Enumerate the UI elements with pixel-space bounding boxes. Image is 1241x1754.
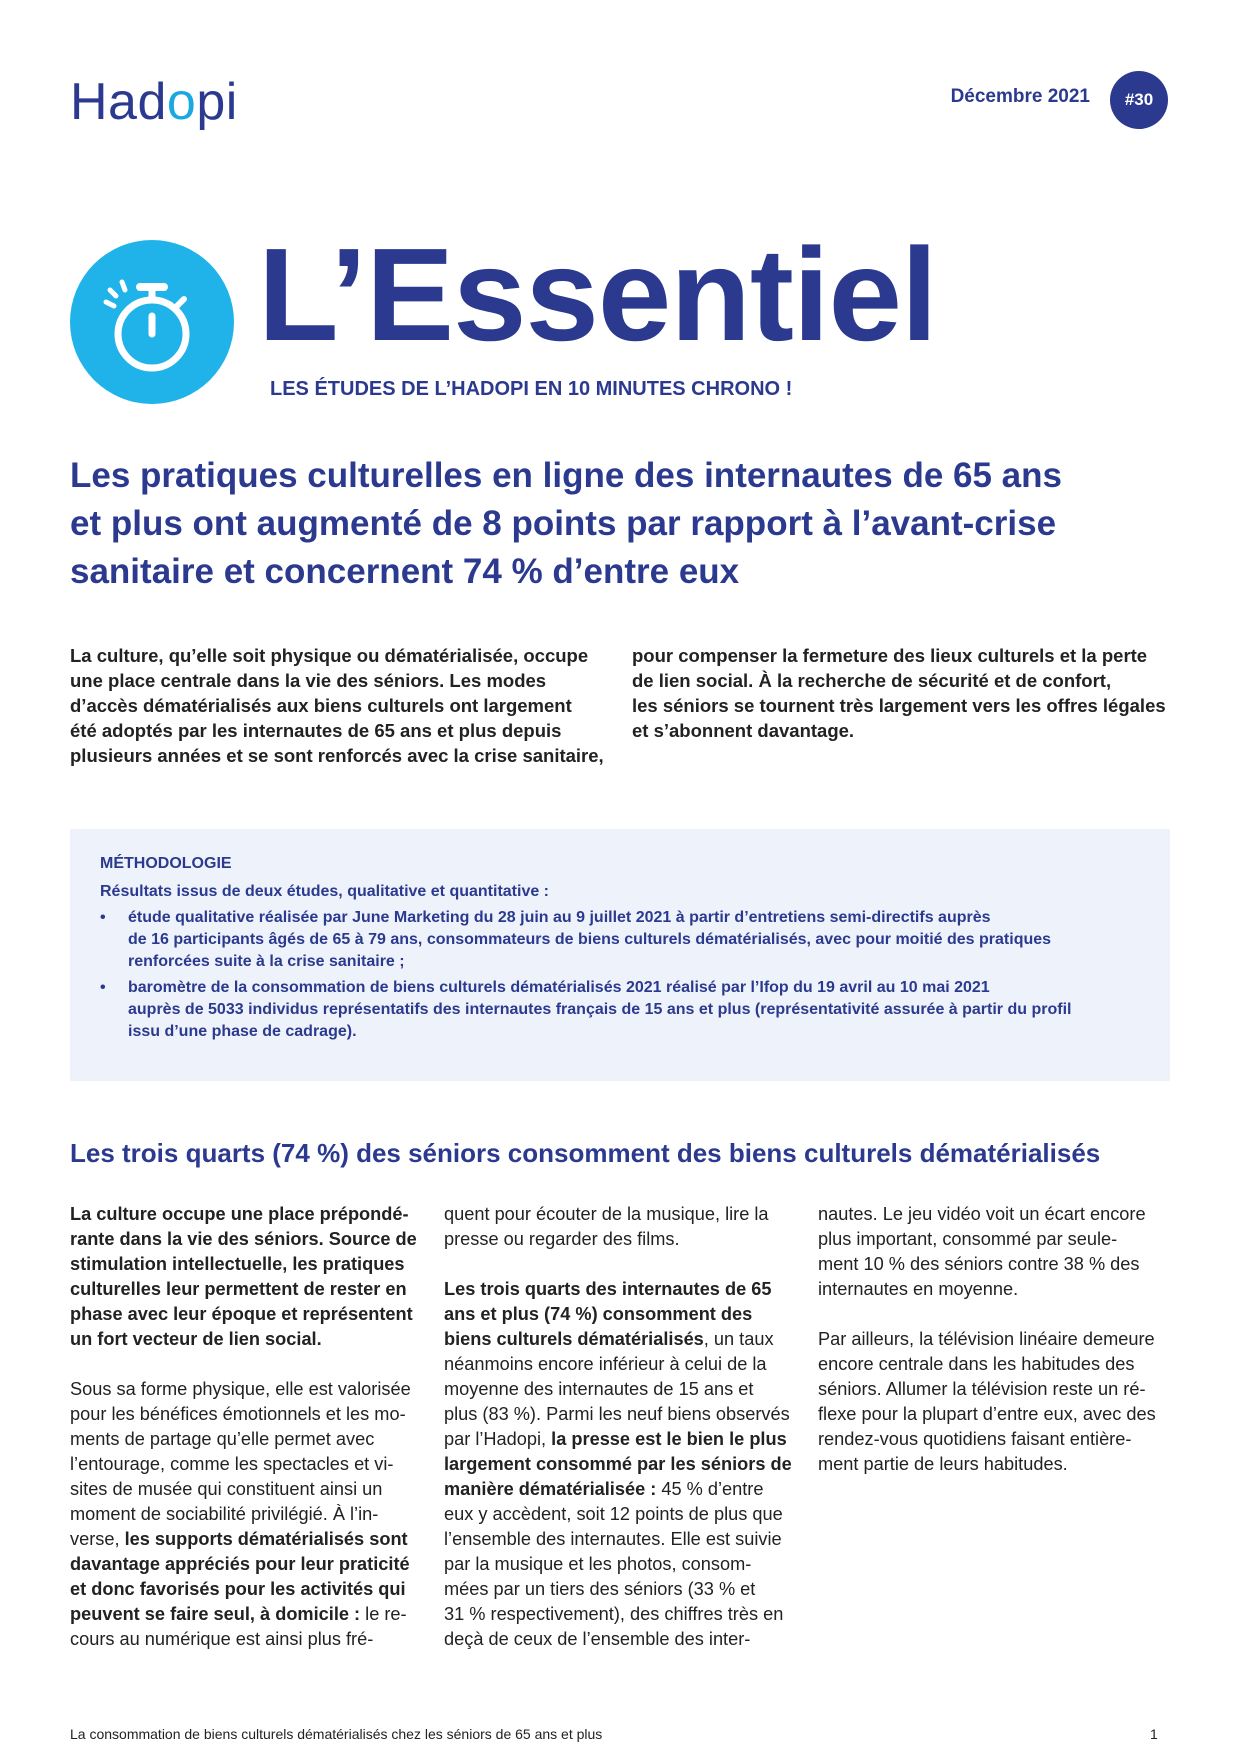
intro-left-column	[70, 643, 604, 768]
body-line: et donc favorisés pour les activités qui	[70, 1579, 406, 1599]
body-line: plus important, consommé par seule-	[818, 1229, 1118, 1249]
body-line: moment de sociabilité privilégié. À l’in-	[70, 1504, 379, 1524]
issue-badge: #30	[1110, 71, 1168, 129]
intro-right-column	[632, 643, 1166, 743]
body-line: Sous sa forme physique, elle est valorisée	[70, 1379, 411, 1399]
bullet-line: issu d’une phase de cadrage).	[128, 1023, 357, 1040]
body-text-bold: la presse est le bien le plus	[551, 1429, 787, 1449]
body-line: séniors. Allumer la télévision reste un ré-	[818, 1379, 1146, 1399]
headline-line: et plus ont augmenté de 8 points par rapport à l’avant-crise	[70, 504, 1057, 543]
hadopi-logo[interactable]	[70, 72, 238, 132]
bullet-line: de 16 participants âgés de 65 à 79 ans, consommateurs de biens culturels dématérialisés, avec pour moitié des pratiques	[128, 931, 1052, 948]
body-line: presse ou regarder des films.	[444, 1229, 680, 1249]
body-text: 45 % d’entre	[656, 1479, 764, 1499]
body-text-bold: manière dématérialisée :	[444, 1479, 657, 1499]
intro-line: La culture, qu’elle soit physique ou dématérialisée, occupe	[70, 645, 589, 666]
bullet-icon: •	[100, 979, 106, 996]
page-subtitle: LES ÉTUDES DE L’HADOPI EN 10 MINUTES CHRONO !	[270, 378, 793, 400]
body-line: un fort vecteur de lien social.	[70, 1329, 322, 1349]
body-text-bold: les supports dématérialisés sont	[124, 1529, 408, 1549]
intro-line: et s’abonnent davantage.	[632, 720, 855, 741]
footer-text: La consommation de biens culturels dématérialisés chez les séniors de 65 ans et plus	[70, 1726, 603, 1742]
body-line: encore centrale dans les habitudes des	[818, 1354, 1135, 1374]
body-line: Par ailleurs, la télévision linéaire demeure	[818, 1329, 1155, 1349]
methodology-intro: Résultats issus de deux études, qualitative et quantitative :	[100, 883, 550, 900]
bullet-line: baromètre de la consommation de biens culturels dématérialisés 2021 réalisé par l’Ifop du 19 avril au 10 mai 2021	[128, 979, 990, 996]
methodology-box	[70, 829, 1170, 1081]
bullet-line: étude qualitative réalisée par June Marketing du 28 juin au 9 juillet 2021 à partir d’entretiens semi-directifs auprès	[128, 909, 991, 926]
body-line: eux y accèdent, soit 12 points de plus que	[444, 1504, 783, 1524]
body-line: ments de partage qu’elle permet avec	[70, 1429, 375, 1449]
body-line: rante dans la vie des séniors. Source de	[70, 1229, 417, 1249]
body-column-1	[70, 1202, 425, 1652]
page-number: 1	[1150, 1726, 1158, 1742]
body-line: ans et plus (74 %) consomment des	[444, 1304, 753, 1324]
body-line: plus (83 %). Parmi les neuf biens observés	[444, 1404, 790, 1424]
body-line: culturelles leur permettent de rester en	[70, 1279, 407, 1299]
body-line	[70, 1602, 425, 1627]
section-title: Les trois quarts (74 %) des séniors consomment des biens culturels dématérialisés	[70, 1138, 1101, 1168]
headline-line: Les pratiques culturelles en ligne des internautes de 65 ans	[70, 456, 1062, 495]
body-line: ment partie de leurs habitudes.	[818, 1454, 1068, 1474]
body-line: internautes en moyenne.	[818, 1279, 1019, 1299]
body-line: stimulation intellectuelle, les pratiques	[70, 1254, 405, 1274]
methodology-heading: MÉTHODOLOGIE	[100, 855, 232, 872]
body-column-2	[444, 1202, 799, 1652]
bullet-line: auprès de 5033 individus représentatifs des internautes français de 15 ans et plus (représentativité assurée à partir du profil	[128, 1001, 1072, 1018]
intro-line: de lien social. À la recherche de sécurité et de confort,	[632, 670, 1112, 691]
body-text-bold: peuvent se faire seul, à domicile :	[70, 1604, 361, 1624]
intro-line: d’accès dématérialisés aux biens culturels ont largement	[70, 695, 572, 716]
body-line	[444, 1477, 799, 1502]
logo-text-prefix: Had	[70, 73, 167, 131]
body-text: , un taux	[703, 1329, 774, 1349]
methodology-bullet	[100, 977, 1150, 1043]
intro-line: plusieurs années et se sont renforcés avec la crise sanitaire,	[70, 745, 604, 766]
intro-line: une place centrale dans la vie des séniors. Les modes	[70, 670, 547, 691]
bullet-icon: •	[100, 909, 106, 926]
body-line	[444, 1327, 799, 1352]
body-line: l’ensemble des internautes. Elle est suivie	[444, 1529, 782, 1549]
body-text: par l’Hadopi,	[444, 1429, 552, 1449]
body-line: ment 10 % des séniors contre 38 % des	[818, 1254, 1140, 1274]
body-text: verse,	[70, 1529, 125, 1549]
publication-date: Décembre 2021	[950, 86, 1090, 107]
body-line: largement consommé par les séniors de	[444, 1454, 792, 1474]
body-line: rendez-vous quotidiens faisant entière-	[818, 1429, 1132, 1449]
body-line: phase avec leur époque et représentent	[70, 1304, 413, 1324]
body-line: néanmoins encore inférieur à celui de la	[444, 1354, 767, 1374]
body-line: deçà de ceux de l’ensemble des inter-	[444, 1629, 751, 1649]
bullet-line: renforcées suite à la crise sanitaire ;	[128, 953, 405, 970]
body-line: La culture occupe une place prépondé-	[70, 1204, 409, 1224]
intro-line: pour compenser la fermeture des lieux culturels et la perte	[632, 645, 1148, 666]
body-line: mées par un tiers des séniors (33 % et	[444, 1579, 756, 1599]
headline	[70, 452, 1180, 596]
logo-text-o: o	[166, 73, 197, 131]
intro-line: les séniors se tournent très largement vers les offres légales	[632, 695, 1166, 716]
methodology-bullet	[100, 907, 1150, 973]
page-title: L’Essentiel	[258, 221, 937, 368]
body-line: par la musique et les photos, consom-	[444, 1554, 752, 1574]
body-line: cours au numérique est ainsi plus fré-	[70, 1629, 374, 1649]
intro-line: été adoptés par les internautes de 65 ans et plus depuis	[70, 720, 562, 741]
body-line: moyenne des internautes de 15 ans et	[444, 1379, 754, 1399]
body-line: davantage appréciés pour leur praticité	[70, 1554, 410, 1574]
body-line	[70, 1527, 425, 1552]
body-line: quent pour écouter de la musique, lire la	[444, 1204, 769, 1224]
body-text: le re-	[360, 1604, 407, 1624]
body-line: flexe pour la plupart d’entre eux, avec des	[818, 1404, 1156, 1424]
body-line: l’entourage, comme les spectacles et vi-	[70, 1454, 394, 1474]
body-text-bold: biens culturels dématérialisés	[444, 1329, 704, 1349]
headline-line: sanitaire et concernent 74 % d’entre eux	[70, 552, 740, 591]
body-line: sites de musée qui constituent ainsi un	[70, 1479, 383, 1499]
stopwatch-icon	[70, 240, 234, 404]
body-column-3	[818, 1202, 1173, 1477]
body-line: pour les bénéfices émotionnels et les mo-	[70, 1404, 406, 1424]
body-line: 31 % respectivement), des chiffres très en	[444, 1604, 784, 1624]
body-line	[444, 1427, 799, 1452]
body-line: Les trois quarts des internautes de 65	[444, 1279, 772, 1299]
logo-text-suffix: pi	[196, 73, 238, 131]
body-line: nautes. Le jeu vidéo voit un écart encore	[818, 1204, 1146, 1224]
